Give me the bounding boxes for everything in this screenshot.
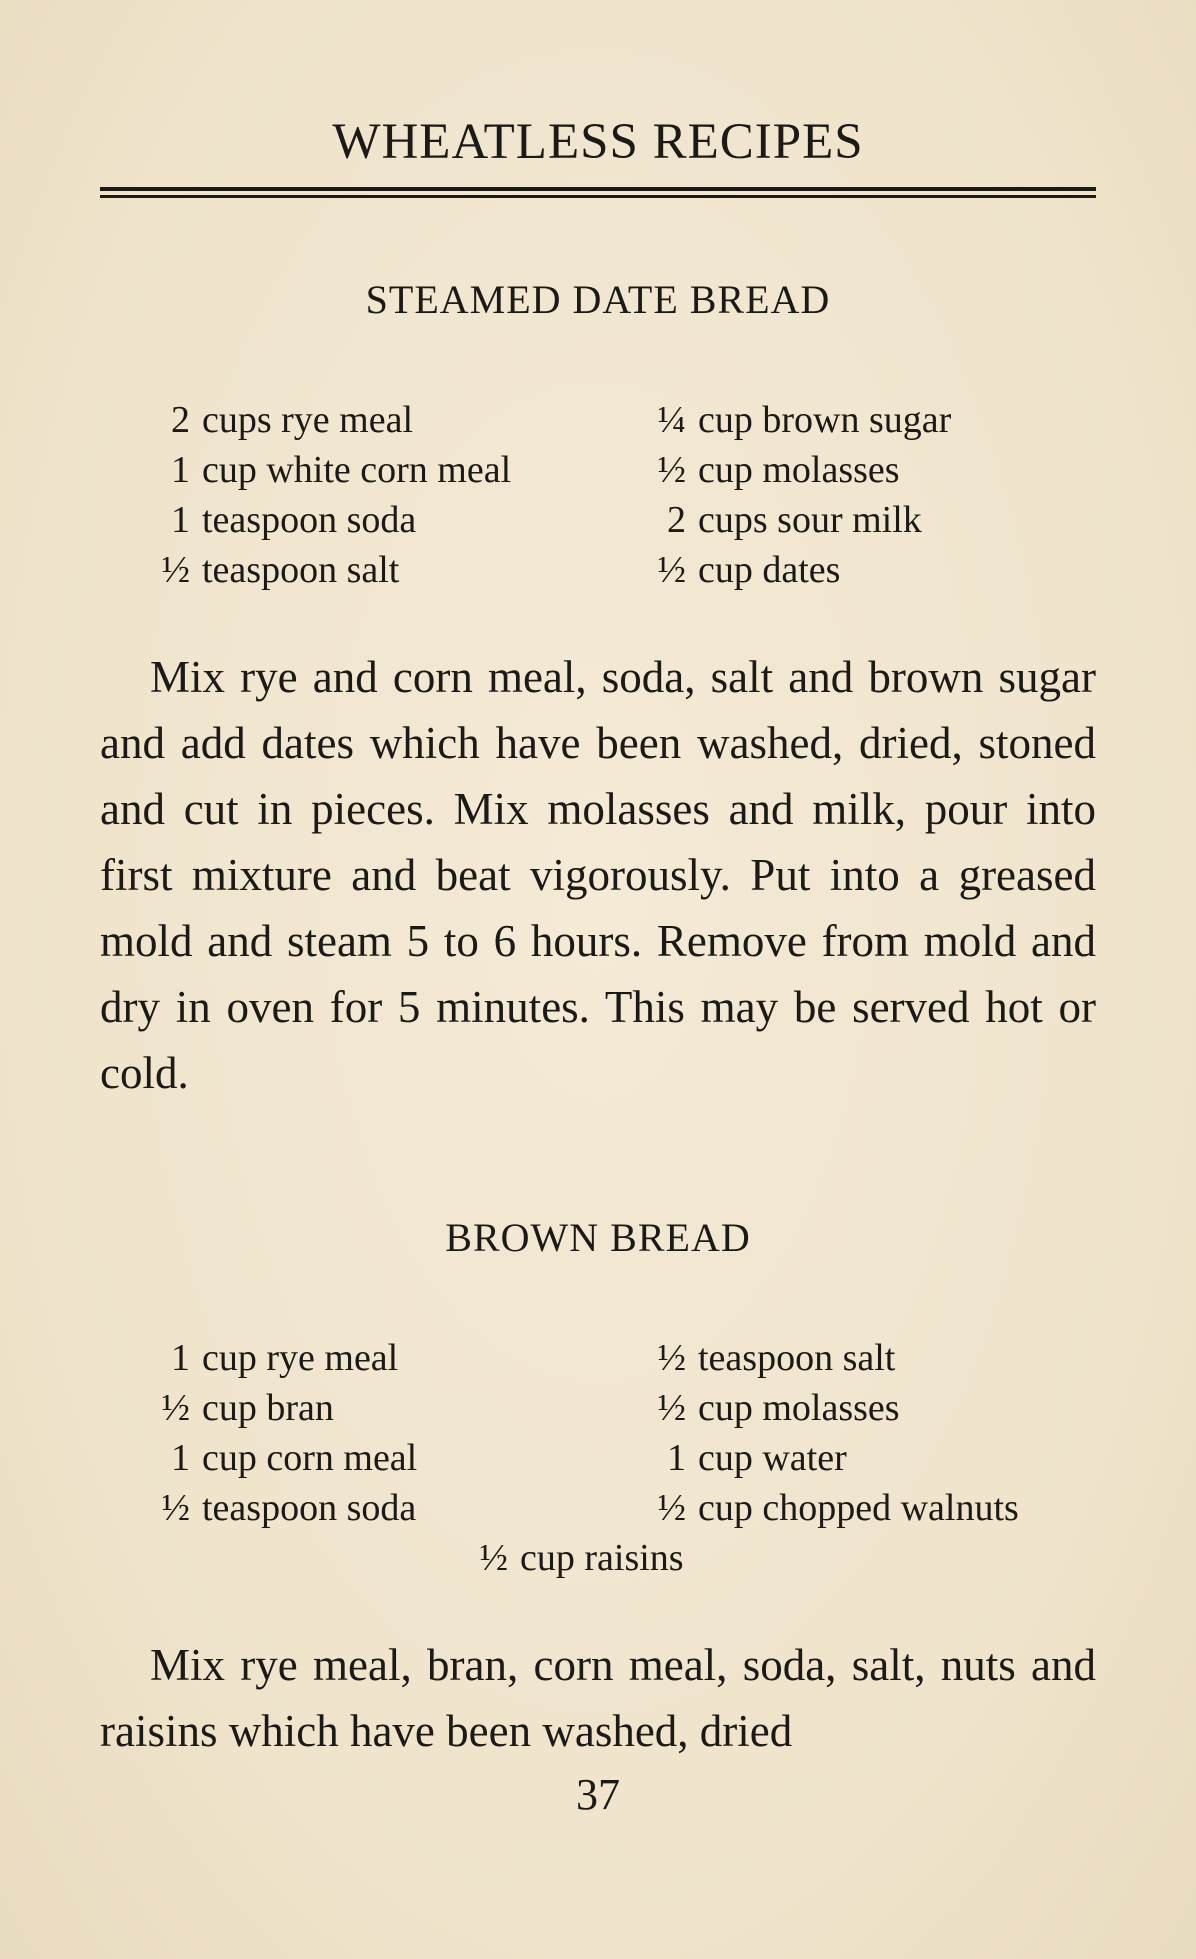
ingredient-line: 2 cups rye meal xyxy=(171,399,414,441)
page-number: 37 xyxy=(576,1770,620,1819)
recipe-title-brown-bread: BROWN BREAD xyxy=(445,1215,751,1260)
ingredient-line-centered: ½ cup raisins xyxy=(479,1537,684,1579)
ingredient-line: ½ teaspoon salt xyxy=(657,1337,896,1379)
ingredient-line: 2 cups sour milk xyxy=(667,499,922,541)
ingredient-line: ½ cup bran xyxy=(161,1387,334,1429)
ingredient-line: 1 cup rye meal xyxy=(171,1337,399,1379)
ingredient-line: ½ cup chopped walnuts xyxy=(657,1487,1019,1529)
ingredient-line: ½ cup dates xyxy=(657,549,841,591)
ingredient-line: 1 teaspoon soda xyxy=(171,499,417,541)
ingredient-line: 1 cup white corn meal xyxy=(171,449,512,491)
recipe-method-paragraph: Mix rye meal, bran, corn meal, soda, salt, nuts and raisins which have been washed, dried xyxy=(100,1640,1096,1756)
header-rule-thick xyxy=(100,187,1096,191)
ingredient-line: ½ cup molasses xyxy=(657,449,900,491)
ingredient-line: ½ cup molasses xyxy=(657,1387,900,1429)
ingredient-line: ½ teaspoon soda xyxy=(161,1487,417,1529)
ingredient-line: 1 cup corn meal xyxy=(171,1437,418,1479)
ingredient-line: 1 cup water xyxy=(667,1437,847,1479)
ingredient-line: ¼ cup brown sugar xyxy=(657,399,952,441)
recipe-method-paragraph: Mix rye and corn meal, soda, salt and brown sugar and add dates which have been washed, dried, stoned and cut in pieces. Mix molasses and milk, pour into first mixture and beat vigorously. Put into a greased mold and steam 5 to 6 hours. Remove from mold and dry in oven for 5 minutes. This may be served hot or cold. xyxy=(100,652,1096,1098)
header-rule-thin xyxy=(100,195,1096,198)
running-head: WHEATLESS RECIPES xyxy=(332,114,864,170)
ingredient-line: ½ teaspoon salt xyxy=(161,549,400,591)
recipe-title-steamed-date-bread: STEAMED DATE BREAD xyxy=(365,277,831,322)
